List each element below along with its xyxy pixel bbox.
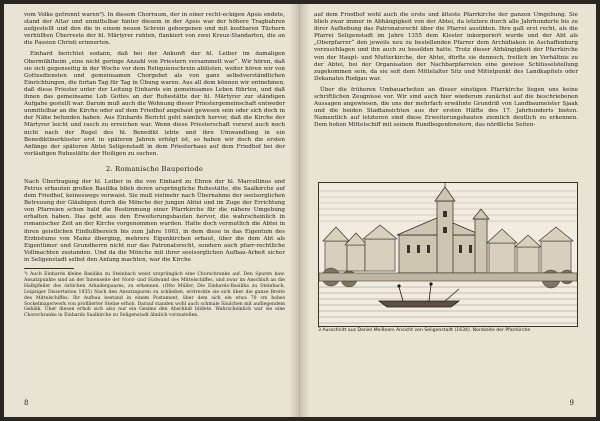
- book-spread: [4, 4, 596, 417]
- left-paragraph-3: Nach Übertragung der hl. Leiber in die von Einhard zu Ehren der hl. Marcellinus und Petrus erbauten großen Basilika blieb deren ursprüngliche Ruhestätte, die Saalkirche auf dem Friedhof, keineswegs verwaist. Sie muß vielmehr nach Übernahme der seelsorglichen Betreuung der Gläubigen durch die Mönche der jungen Abtei und im Zuge der Errichtung von Pfarreien schon bald die Bestimmung einer Pfarrkirche für die nähere Umgebung erhalten haben. Das geht aus den Erweiterungsbauten hervor, die wahrscheinlich in romanischer Zeit an der Kirche vorgenommen wurden. Hatte doch vermutlich die Abtei in ihren geistlichen Einflußbereich bis zum Jahre 1063, in dem diese in das Eigentum des Erzbistums von Mainz überging, mehrere Eigenkirchen erbaut, über die dem Abt als Eigentümer und Grundherrn nicht nur das Patronatsrecht, sondern auch pfarr-rechtliche Vollmachten zustanden. Und da die Mönche mit ihrer seelsorglichen Aufbau-Arbeit sicher in Seligenstadt selbst den Anfang machten, war die Kirche: [24, 178, 285, 263]
- section-title: 2. Romanische Bauperiode: [105, 164, 204, 173]
- footnote: ³) Auch Einhards kleine Basilika zu Steinbach weist ursprünglich eine Chorschranke auf. Den Spuren baw. Ansatzpunkte sind an der Innenseite der Nord- und Südwand des Mittelschiffes, und zwar im Anschluß an die Halbpfeiler des östlichen Arkadenpaares, zu erkennen. (Otto Müller, Die Einhards-Basilika zu Steinbach, Leipziger Dissertation 1935) Nach den Ansatzspuren zu schließen, erstreckte sie sich über die ganze Breite des Mittelschiffes. Ihr Aufbau bestand in einem Postament, über dem sich ein etwa 70 cm hohes Sockelmauerwerk von profilierter Steine erhob. Darauf standen wohl auch schmale Säulchen mit aufliegendem Gebälk. Über diesen erhob sich also nur ein Gesims den Abschluß bildete. Wahrscheinlich war sie eine Chorschranke in Einhards Saalkirche zu Seligenstadt ähnlich vorzustellen.: [24, 272, 285, 319]
- page-number-left: 8: [24, 399, 29, 407]
- footnote-rule: [24, 268, 74, 269]
- right-paragraph-2: Über die früheren Umbauarbeiten an dieser einstigen Pfarrkirche liegen uns keine schriftlichen Zeugnisse vor. Wir sind auch hier wiederum zunächst auf die beschriebenen Aussagen angewiesen, die uns der mehrfach erwähnte Grundriß von Landbaumeister Sjaak und die beiden Stadtansichten aus der ersten Hälfte des 17. Jahrhunderts bieten. Namentlich auf letzteren sind diese Erweiterungsbauten ziemlich deutlich zu erkennen. Dem hohen Mittelschiff mit seinem Rundbogenfenstern, das nördliche Seiten-: [314, 86, 578, 129]
- town-engraving-illustration: [319, 183, 577, 326]
- right-paragraph-1: auf dem Friedhof wohl auch die erste und älteste Pfarrkirche der ganzen Umgebung. Sie blieb zwar immer in Abhängigkeit von der Abtei, da letztere durch alle Jahrhunderte bis zu ihrer Aufhebung das Patronatsrecht über die Pfarrei ausübten. Ihre galt erst recht, als die Pfarrei Seligenstadt im Jahre 1355 dem Kloster inkorporiert wurde und der Abt als „Oberpfarrer“ den jeweils neu zu bestellenden Pfarrer dem Archidiakon in Aschaffenburg vorzuschlagen und ihn auch zu besolden hatte. Trotz dieser Abhängigkeit der Pfarrkirche von der Haupt- und Mutterkirche, der Abtei, dürfte sie dennoch, freilich im Verhältnis zu der Abtei, bei der Organisation der Nachbarpfarreien eine gewisse Schlüsselstellung zugekommen sein, da sie seit dem Mittelalter Sitz und Mittelpunkt des Landkapitels oder Dekanates Rodgau war.: [314, 12, 578, 82]
- right-page: [300, 4, 596, 417]
- left-page: [4, 4, 300, 417]
- engraving-figure: [318, 182, 578, 327]
- page-number-right: 9: [569, 399, 574, 407]
- figure-caption: 3 Ausschnitt aus Daniel Meißners Ansicht von Seligenstadt (1634). Nordseite der Pfarrkirche: [318, 328, 531, 333]
- left-paragraph-1: vom Volke getrennt waren³). In diesem Chorraum, der in einer recht-eckigen Apsis endete, stand der Altar und unmittelbar hinter diesem in der Apsis war der höhere Tragbahren aufgestellt und den die in einem neuen Schrein geborgenen und mit kostbaren Tüchern verhüllten Überreste der hl. Märtyrer ruhten, flankiert von zwei Kreuz-Standarten, die an die Passion Christi erinnerten.: [24, 12, 285, 47]
- left-paragraph-2: Einhard berichtet sodann, daß bei der Ankunft der hl. Leiber im damaligen Obermühlheim „eine nicht geringe Anzahl von Priestern versammelt war“. Wir hören, daß sie sich gegenseitig in der Woche vor dem Reliquienschrein ablösten, weiter hören wir von Gottesdiensten und gemeinsamen Chorgebet als von ganz selbstverständlichen Einrichtungen, die fortan Tag für Tag in Übung waren. Aus all dem können wir entnehmen, daß diese Priester unter der Leitung Einhards ein gemeinsames Leben führten, und daß ihnen das gemeinsame Lob Gottes an der Ruhestätte der hl. Märtyrer zur ständigen Aufgabe gestellt war. Darum muß auch die Wohnung dieser Priestergemeinschaft entweder unmittelbar an die Kirche oder auf dem Friedhof angebaut gewesen sein oder sich doch in der Nähe befunden haben. Aus Einhards Bericht geht nämlich hervor, daß die Kirche der Märtyrer leicht und rasch zu erreichen war. Wenn diese Priesterschaft vorerst auch noch nicht nach der Regel des hl. Benedikt lebte und ihre Umwandlung in ein Benediktinerkloster erst in späteren Jahren erfolgt ist, so haben wir doch die ersten Anfänge der späteren Abtei Seligenstadt in dem Priesterhaus auf dem Friedhof bei der vorläufigen Ruhestätte der Heiligen zu suchen.: [24, 51, 285, 157]
